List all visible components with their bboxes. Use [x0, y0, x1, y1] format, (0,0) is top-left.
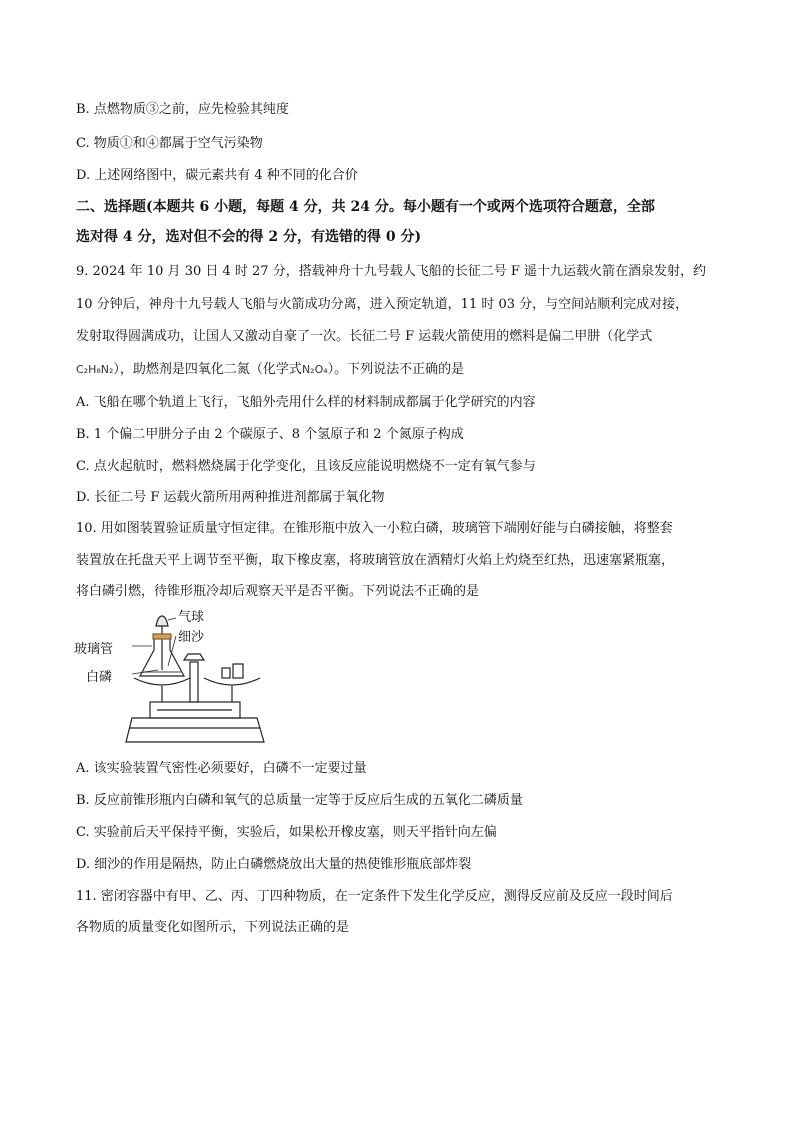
q9-option-a: A. 飞船在哪个轨道上飞行，飞船外壳用什么样的材料制成都属于化学研究的内容 [76, 395, 536, 410]
label-balloon: 气球 [178, 610, 205, 625]
q8-option-d: D. 上述网络图中，碳元素共有 4 种不同的化合价 [76, 168, 358, 183]
q10-stem-line-1: 10. 用如图装置验证质量守恒定律。在锥形瓶中放入一小粒白磷，玻璃管下端刚好能与白磷接触，将整套 [76, 521, 673, 536]
q9-stem-line-1: 9. 2024 年 10 月 30 日 4 时 27 分，搭载神舟十九号载人飞船的长征二号 F 遥十九运载火箭在酒泉发射，约 [76, 264, 706, 279]
q8-option-c: C. 物质①和④都属于空气污染物 [76, 136, 263, 151]
left-pan [134, 678, 190, 685]
q11-stem-line-1: 11. 密闭容器中有甲、乙、丙、丁四种物质，在一定条件下发生化学反应，测得反应前及反应一段时间后 [76, 889, 673, 904]
q9-stem-line-4 [76, 360, 734, 380]
weight-large [233, 664, 243, 678]
label-glass-tube: 玻璃管 [74, 642, 114, 657]
q9-stem-line-4a: ），助燃剂是四氧化二氮（化学式 [113, 362, 302, 377]
q9-option-d: D. 长征二号 F 运载火箭所用两种推进剂都属于氧化物 [76, 490, 385, 505]
weight-small [222, 668, 230, 678]
balloon [156, 616, 168, 626]
q9-stem-line-2: 10 分钟后，神舟十九号载人飞船与火箭成功分离，进入预定轨道，11 时 03 分，与空间站顺利完成对接， [76, 297, 689, 312]
q9-stem-line-4b: ）。下列说法不正确的是 [327, 362, 465, 377]
q8-option-b: B. 点燃物质③之前，应先检验其纯度 [76, 102, 289, 117]
q10-stem-line-3: 将白磷引燃，待锥形瓶冷却后观察天平是否平衡。下列说法不正确的是 [76, 584, 480, 599]
section-2-line-2: 选对得 4 分，选对但不会的得 2 分，有选错的得 0 分) [76, 229, 422, 245]
balance-base [126, 718, 264, 742]
formula-n2o4: N₂O₄ [301, 363, 328, 376]
balance-apparatus-figure [72, 610, 272, 750]
q11-stem-line-2: 各物质的质量变化如图所示，下列说法正确的是 [76, 920, 350, 935]
q10-option-c: C. 实验前后天平保持平衡，实验后，如果松开橡皮塞，则天平指针向左偏 [76, 825, 497, 840]
formula-c2h8n2: C₂H₈N₂ [76, 363, 114, 376]
right-pan [204, 678, 260, 685]
q10-stem-line-2: 装置放在托盘天平上调节至平衡，取下橡皮塞，将玻璃管放在酒精灯火焰上灼烧至红热，迅速塞紧瓶塞， [76, 553, 675, 568]
label-fine-sand: 细沙 [178, 630, 205, 645]
section-2-line-1: 二、选择题(本题共 6 小题，每题 4 分，共 24 分。每小题有一个或两个选项符合题意，全部 [76, 199, 655, 215]
rubber-stopper [153, 634, 171, 639]
q10-option-d: D. 细沙的作用是隔热，防止白磷燃烧放出大量的热使锥形瓶底部炸裂 [76, 857, 472, 872]
q10-option-a: A. 该实验装置气密性必须要好，白磷不一定要过量 [76, 761, 367, 776]
q10-option-b: B. 反应前锥形瓶内白磷和氧气的总质量一定等于反应后生成的五氧化二磷质量 [76, 793, 523, 808]
q9-option-b: B. 1 个偏二甲肼分子由 2 个碳原子、8 个氢原子和 2 个氮原子构成 [76, 427, 464, 442]
label-white-phosphorus: 白磷 [86, 670, 113, 685]
q9-stem-line-3: 发射取得圆满成功，让国人又激动自豪了一次。长征二号 F 运载火箭使用的燃料是偏二甲肼（化学式 [76, 329, 653, 344]
q9-option-c: C. 点火起航时，燃料燃烧属于化学变化，且该反应能说明燃烧不一定有氧气参与 [76, 459, 536, 474]
